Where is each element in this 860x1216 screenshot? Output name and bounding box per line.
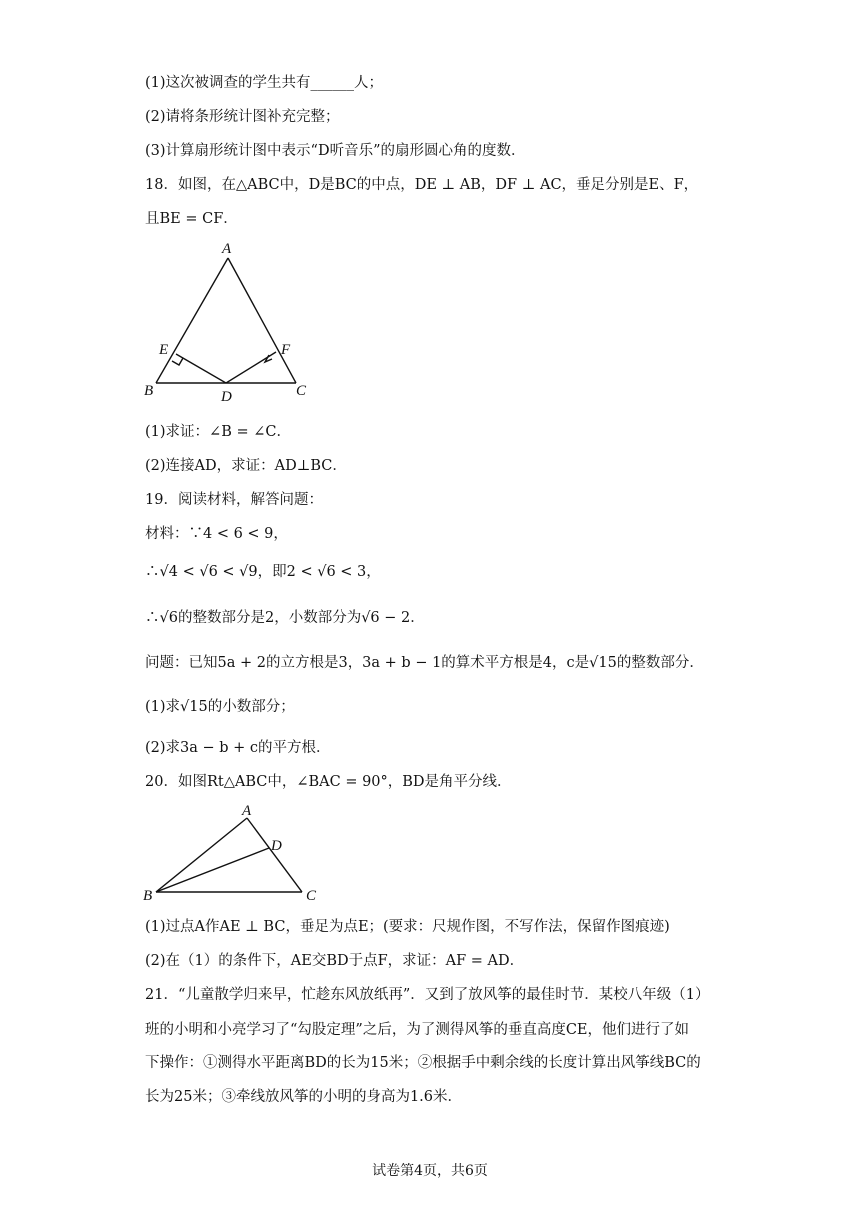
q19-material-3: ∴√6的整数部分是2，小数部分为√6 − 2． — [145, 610, 425, 626]
q19-part1: (1)求√15的小数部分； — [145, 699, 295, 715]
q18-stem-line2: 且BE = CF． — [145, 211, 238, 227]
label-a: A — [222, 241, 232, 257]
bisector-bd — [156, 848, 269, 892]
label-e: E — [159, 342, 169, 358]
side-ab — [156, 258, 228, 383]
label-a: A — [242, 803, 252, 819]
label-b: B — [143, 888, 153, 904]
q21-line3: 下操作：①测得水平距离BD的长为15米；②根据手中剩余线的长度计算出风筝线BC的 — [145, 1055, 701, 1071]
q19-question: 问题：已知5a + 2的立方根是3，3a + b − 1的算术平方根是4，c是√15的整数部分． — [145, 655, 704, 671]
q17-part1: (1)这次被调查的学生共有______人； — [145, 75, 384, 91]
q20-part2: (2)在（1）的条件下，AE交BD于点F，求证：AF = AD． — [145, 953, 525, 969]
page-footer: 试卷第4页，共6页 — [372, 1163, 488, 1179]
label-c: C — [306, 888, 317, 904]
label-b: B — [144, 383, 154, 399]
side-ab — [156, 818, 247, 892]
q21-line1: 21．“儿童散学归来早，忙趁东风放纸再”．又到了放风筝的最佳时节．某校八年级（1） — [145, 987, 710, 1003]
label-f: F — [281, 342, 291, 358]
q17-part3: (3)计算扇形统计图中表示“D听音乐”的扇形圆心角的度数． — [145, 143, 526, 159]
label-d: D — [221, 389, 232, 405]
q19-part2: (2)求3a − b + c的平方根． — [145, 740, 331, 756]
q18-part2: (2)连接AD，求证：AD⊥BC． — [145, 458, 347, 474]
q20-stem: 20．如图Rt△ABC中，∠BAC = 90°，BD是角平分线． — [145, 774, 512, 790]
side-ac — [247, 818, 302, 892]
q18-stem-line1: 18．如图，在△ABC中，D是BC的中点，DE ⊥ AB，DF ⊥ AC，垂足分别是E、F， — [145, 177, 699, 193]
q18-triangle-figure — [140, 238, 315, 408]
q21-line4: 长为25米；③牵线放风筝的小明的身高为1.6米． — [145, 1089, 463, 1105]
q18-part1: (1)求证：∠B = ∠C． — [145, 424, 291, 440]
label-d: D — [271, 838, 282, 854]
q20-triangle-figure — [140, 800, 325, 905]
q21-line2: 班的小明和小亮学习了“勾股定理”之后，为了测得风筝的垂直高度CE，他们进行了如 — [145, 1022, 690, 1038]
side-ac — [228, 258, 296, 383]
q20-part1: (1)过点A作AE ⊥ BC，垂足为点E；(要求：尺规作图，不写作法，保留作图痕迹) — [145, 919, 670, 935]
q19-material-1: 材料：∵4 < 6 < 9， — [145, 526, 288, 542]
q17-part2: (2)请将条形统计图补充完整； — [145, 109, 340, 125]
right-angle-mark-e — [172, 358, 183, 365]
label-c: C — [296, 383, 307, 399]
q19-stem: 19．阅读材料，解答问题： — [145, 492, 323, 508]
q19-material-2: ∴√4 < √6 < √9，即2 < √6 < 3， — [145, 564, 381, 580]
